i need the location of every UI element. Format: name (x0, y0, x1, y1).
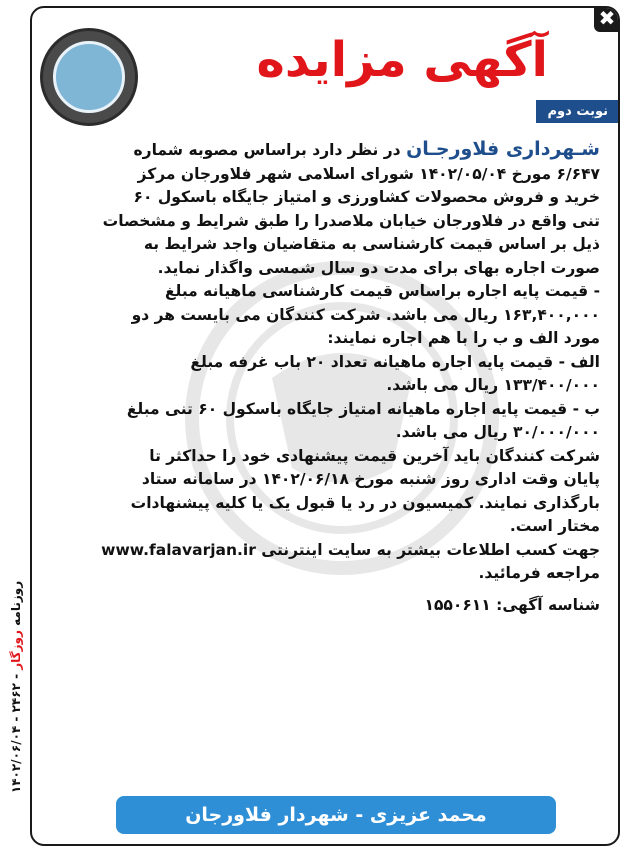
signature-bar: محمد عزیزی - شهردار فلاورجان (116, 796, 556, 834)
notice-line: شرکت کنندگان باید آخرین قیمت پیشنهادی خود را حداکثر تا (149, 446, 600, 465)
notice-line: مراجعه فرمائید. (478, 564, 600, 582)
notice-line: بارگذاری نمایند. کمیسیون در رد یا قبول یک یا کلیه پیشنهادات (130, 493, 600, 512)
close-icon[interactable]: ✖ (594, 6, 620, 32)
notice-line: خرید و فروش محصولات کشاورزی و امتیاز جایگاه باسکول ۶۰ (133, 188, 600, 206)
notice-line: ۱۳۳/۴۰۰/۰۰۰ ریال می باشد. (386, 376, 600, 394)
notice-line: ۶/۶۴۷ مورخ ۱۴۰۲/۰۵/۰۴ شورای اسلامی شهر فلاورجان مرکز (137, 164, 600, 183)
notice-line: ب - قیمت پایه اجاره ماهیانه امتیاز جایگاه باسکول ۶۰ تنی مبلغ (126, 399, 600, 418)
notice-line: ۱۶۳,۴۰۰,۰۰۰ ریال می باشد. شرکت کنندگان می بایست هر دو (131, 305, 600, 324)
logo-emblem (53, 41, 125, 113)
newspaper-info: روزنامه روزگار - ۲۴۶۲ - ۱۴۰۲/۰۶/۰۴ (9, 580, 23, 794)
notice-line: جهت کسب اطلاعات بیشتر به سایت اینترنتی www.falavarjan.ir (101, 540, 600, 559)
notice-line: پایان وقت اداری روز شنبه مورخ ۱۴۰۲/۰۶/۱۸ در سامانه ستاد (141, 470, 600, 488)
newspaper-sidebar (0, 560, 30, 820)
notice-line: مختار است. (509, 517, 600, 535)
notice-line: صورت اجاره بهای برای مدت دو سال شمسی واگذار نماید. (157, 258, 600, 277)
notice-line: مورد الف و ب را با هم اجاره نمایند: (327, 329, 600, 347)
newspaper-name: روزگار (9, 630, 23, 670)
notice-frame (30, 6, 620, 846)
notice-line: ۳۰/۰۰۰/۰۰۰ ریال می باشد. (395, 423, 600, 441)
notice-line: ذیل بر اساس قیمت کارشناسی به متقاضیان واجد شرایط به (143, 235, 600, 253)
notice-line: تنی واقع در فلاورجان خیابان ملاصدرا را طبق شرایط و مشخصات (102, 211, 600, 230)
org-name: شـهرداری فلاورجـان (406, 138, 600, 160)
municipality-logo (40, 28, 138, 126)
ad-id: شناسه آگهی: ۱۵۵۰۶۱۱ (424, 595, 600, 614)
page-title: آگهی مزایده (256, 32, 548, 88)
status-badge: نوبت دوم (536, 100, 620, 123)
notice-body (52, 138, 600, 617)
notice-line: - قیمت پایه اجاره براساس قیمت کارشناسی ماهیانه مبلغ (164, 282, 600, 300)
notice-line: الف - قیمت پایه اجاره ماهیانه تعداد ۲۰ باب غرفه مبلغ (190, 352, 600, 371)
notice-line: شـهرداری فلاورجـان در نظر دارد براساس مصوبه شماره (133, 138, 600, 160)
website-link[interactable]: www.falavarjan.ir (101, 540, 256, 559)
